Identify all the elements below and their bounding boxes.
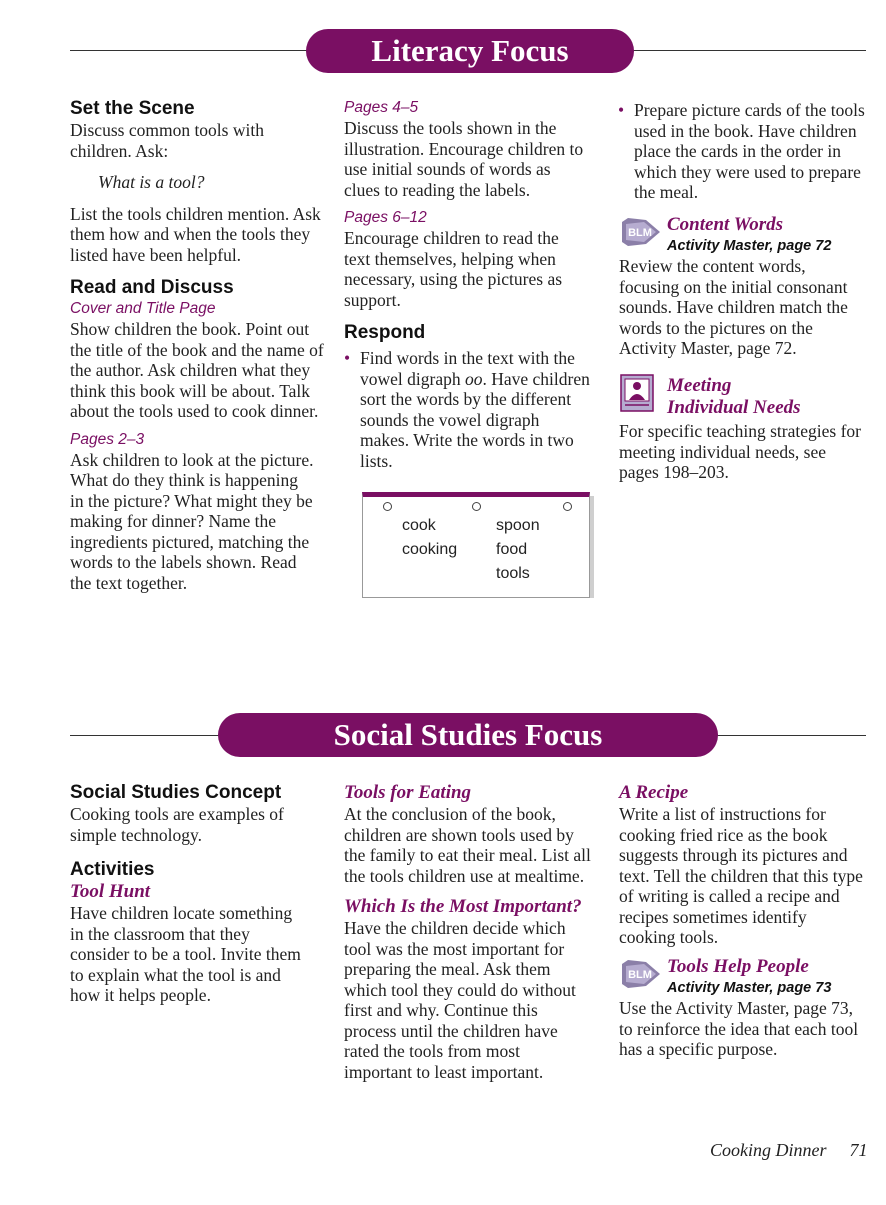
social-column-3 <box>619 782 869 948</box>
most-important-title: Which Is the Most Important? <box>344 896 582 917</box>
respond-bullet-1: • Find words in the text with the vowel digraph oo. Have children sort the words by the different sounds the vowel digraph makes. Write the words in two lists. <box>344 348 590 471</box>
content-words-activity-master: Activity Master, page 72 <box>667 238 832 254</box>
teacher-book-icon <box>620 374 654 412</box>
social-studies-concept-text: Cooking tools are examples of simple technology. <box>70 804 284 845</box>
meeting-title-line-2: Individual Needs <box>667 397 801 418</box>
set-the-scene-heading: Set the Scene <box>70 98 195 119</box>
literacy-column-1 <box>70 98 330 593</box>
tools-help-activity-master: Activity Master, page 73 <box>667 980 832 996</box>
card-word: spoon <box>496 517 540 534</box>
banner-rule-left <box>70 50 310 51</box>
banner-rule-right <box>630 50 866 51</box>
a-recipe-title: A Recipe <box>619 782 689 803</box>
book-title: Cooking Dinner <box>710 1140 827 1160</box>
literacy-column-2 <box>344 98 594 471</box>
bullet-dot: • <box>344 348 351 368</box>
cover-and-title-page-text: Show children the book. Point out the title of the book and the name of the author. Ask children what they think this book will be about. Talk about the tools used to cook dinner. <box>70 319 324 421</box>
tools-for-eating-text: At the conclusion of the book, children are shown tools used by the family to eat their meal. List all the tools children use at mealtime. <box>344 804 591 886</box>
vowel-digraph: oo <box>464 368 483 389</box>
respond-bullet-2: • Prepare picture cards of the tools used in the book. Have children place the cards in the order in which they were used to prepare the meal. <box>618 100 865 202</box>
social-studies-focus-title: Social Studies Focus <box>333 717 603 752</box>
page-number: 71 <box>849 1140 868 1160</box>
social-column-1 <box>70 782 320 1006</box>
word-sort-card <box>362 492 592 598</box>
meeting-text: For specific teaching strategies for meeting individual needs, see pages 198–203. <box>619 421 861 482</box>
pages-2-3-text: Ask children to look at the picture. What do they think is happening in the picture? What might they be making for dinner? Name the ingredients pictured, matching the words to the labels shown. Read the text together. <box>70 449 314 593</box>
card-word: tools <box>496 565 530 582</box>
respond-heading: Respond <box>344 322 426 343</box>
card-word: cooking <box>402 541 458 558</box>
blm-badge-text: BLM <box>628 969 652 981</box>
set-the-scene-text-2: List the tools children mention. Ask them how and when the tools they listed have been helpful. <box>70 203 321 265</box>
card-word-column-2 <box>496 514 540 586</box>
blm-icon <box>620 960 662 988</box>
tools-for-eating-title: Tools for Eating <box>344 782 472 803</box>
pages-4-5-label: Pages 4–5 <box>344 99 419 116</box>
blm-badge-text: BLM <box>628 227 652 239</box>
banner-rule-right <box>712 735 866 736</box>
bullet-dot: • <box>618 100 625 120</box>
content-words-title: Content Words <box>667 214 783 235</box>
social-studies-concept-heading: Social Studies Concept <box>70 782 282 803</box>
set-the-scene-text: Discuss common tools with children. Ask: <box>70 120 264 161</box>
card-word: food <box>496 541 528 558</box>
pages-4-5-text: Discuss the tools shown in the illustration. Encourage children to use initial sounds of words as clues to reading the labels. <box>344 118 584 200</box>
pages-6-12-label: Pages 6–12 <box>344 209 427 226</box>
tools-help-people-title: Tools Help People <box>667 956 809 977</box>
meeting-title-line-1: Meeting <box>667 375 732 396</box>
activities-heading: Activities <box>70 859 155 880</box>
card-hole-2 <box>472 502 481 511</box>
literacy-column-3 <box>618 100 868 203</box>
card-word-column-1 <box>402 514 457 562</box>
content-words-text: Review the content words, focusing on the initial consonant sounds. Have children match the words to the pictures on the Activity Master, page 72. <box>619 256 848 358</box>
social-studies-focus-banner <box>218 713 718 757</box>
card-word: cook <box>402 517 436 534</box>
page-footer <box>710 1140 868 1161</box>
read-and-discuss-heading: Read and Discuss <box>70 277 234 298</box>
blm-icon <box>620 218 662 246</box>
literacy-focus-banner <box>306 29 634 73</box>
tools-help-text: Use the Activity Master, page 73, to reinforce the idea that each tool has a specific purpose. <box>619 998 859 1059</box>
tool-hunt-text: Have children locate something in the classroom that they consider to be a tool. Invite them to explain what the tool is and how it helps people. <box>70 903 301 1005</box>
social-column-2 <box>344 782 594 1082</box>
tool-hunt-title: Tool Hunt <box>70 881 151 902</box>
tool-question: What is a tool? <box>98 172 205 192</box>
pages-2-3-label: Pages 2–3 <box>70 430 145 448</box>
literacy-focus-title: Literacy Focus <box>371 33 569 68</box>
banner-rule-left <box>70 735 225 736</box>
most-important-text: Have the children decide which tool was the most important for preparing the meal. Ask them which tool they could do without first and why. Continue this process until the children have rated the tools from most important to least important. <box>344 918 576 1082</box>
card-hole-1 <box>383 502 392 511</box>
a-recipe-text: Write a list of instructions for cooking fried rice as the book suggests through its pictures and text. Tell the children that this type of writing is called a recipe and recipes sometimes identify cooking tools. <box>619 804 863 947</box>
pages-6-12-text: Encourage children to read the text themselves, helping when necessary, using the pictures as support. <box>344 228 563 310</box>
card-hole-3 <box>563 502 572 511</box>
cover-and-title-page-label: Cover and Title Page <box>70 300 216 317</box>
